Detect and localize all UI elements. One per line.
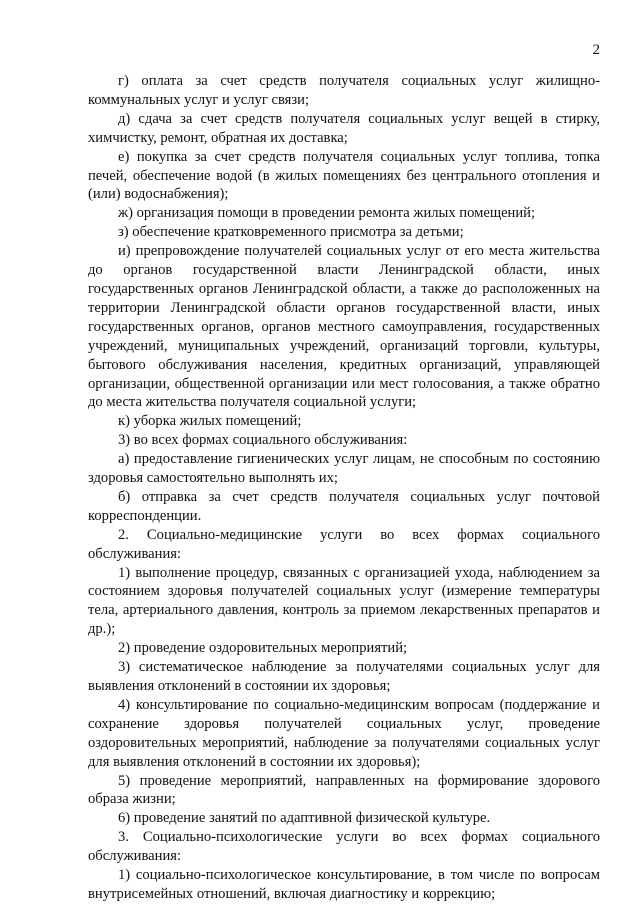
paragraph: 3) во всех формах социального обслуживания: <box>118 432 408 449</box>
paragraph: 1) выполнение процедур, связанных с организацией ухода, наблюдением за состоянием здоровья получателей социальных услуг (измерение температуры тела, артериального давления, контроль за приемом лекарственных препаратов и др.); <box>88 564 600 638</box>
paragraph: 6) проведение занятий по адаптивной физической культуре. <box>118 810 491 827</box>
paragraph: а) предоставление гигиенических услуг лицам, не способным по состоянию здоровья самостоятельно выполнять их; <box>88 451 600 487</box>
paragraph: г) оплата за счет средств получателя социальных услуг жилищно-коммунальных услуг и услуг связи; <box>88 73 600 108</box>
paragraph: ж) организация помощи в проведении ремонта жилых помещений; <box>118 205 536 222</box>
paragraph: к) уборка жилых помещений; <box>118 413 302 430</box>
paragraph: е) покупка за счет средств получателя социальных услуг топлива, топка печей, обеспечение водой (в жилых помещениях без центрального отопления и (или) водоснабжения); <box>88 148 600 203</box>
paragraph: и) препровождение получателей социальных услуг от его места жительства до органов государственной власти Ленинградской области, иных государственных органов Ленинградской области, а также до расположенных на территории Ленинградской области органов государственной власти, иных государственных органов, органов местного самоуправления, государственных учреждений, муниципальных учреждений, организаций торговли, культуры, бытового обслуживания населения, кредитных организаций, управляющей организации, общественной организации или мест голосования, а также обратно до места жительства получателя социальной услуги; <box>88 243 600 411</box>
paragraph: 5) проведение мероприятий, направленных на формирование здорового образа жизни; <box>88 772 600 808</box>
paragraph: 2) проведение оздоровительных мероприятий; <box>118 640 408 657</box>
paragraph: з) обеспечение кратковременного присмотра за детьми; <box>118 224 464 241</box>
section-heading: 3. Социально-психологические услуги во всех формах социального обслуживания: <box>88 829 600 865</box>
page-number: 2 <box>592 42 600 58</box>
paragraph: 3) систематическое наблюдение за получателями социальных услуг для выявления отклонений в состоянии их здоровья; <box>88 659 600 694</box>
paragraph: б) отправка за счет средств получателя социальных услуг почтовой корреспонденции. <box>88 488 600 524</box>
paragraph: 1) социально-психологическое консультирование, в том числе по вопросам внутрисемейных отношений, включая диагностику и коррекцию; <box>88 867 600 902</box>
section-heading: 2. Социально-медицинские услуги во всех формах социального обслуживания: <box>88 526 600 562</box>
paragraph: д) сдача за счет средств получателя социальных услуг вещей в стирку, химчистку, ремонт, обратная их доставка; <box>88 110 600 146</box>
document-body <box>88 72 600 904</box>
paragraph: 4) консультирование по социально-медицинским вопросам (поддержание и сохранение здоровья получателей социальных услуг, проведение оздоровительных мероприятий, наблюдение за получателями социальных услуг для выявления отклонений в состоянии их здоровья); <box>88 696 600 770</box>
